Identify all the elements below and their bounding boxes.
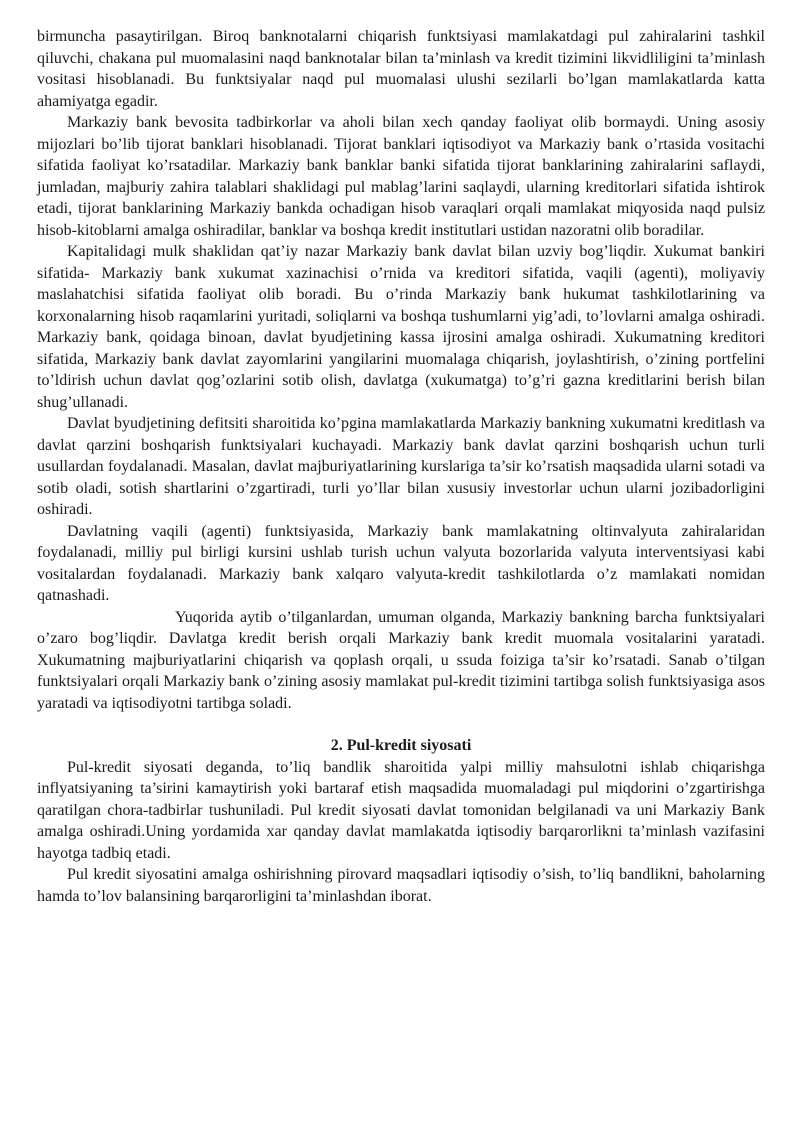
paragraph-clients: Markaziy bank bevosita tadbirkorlar va aholi bilan xech qanday faoliyat olib bormaydi. Uning asosiy mijozlari bo’lib tijorat banklari hisoblanadi. Tijorat banklari iqtisodiyot va Markaziy bank o’rtasida vositachi sifatida faoliyat ko’rsatadilar. Markaziy bank banklar banki sifatida tijorat banklarining zahiralarini saflaydi, jumladan, majburiy zahira talablari shaklidagi pul mablag’larini saqlaydi, ularning kreditorlari sifatida ishtirok etadi, tijorat banklarining Markaziy bankda ochadigan hisob varaqlari orqali mamlakat miqyosida naqd pulsiz hisob-kitoblarni amalga oshiradilar, banklar va boshqa kredit institutlari ustidan nazoratni olib boradilar. bbox=[37, 114, 765, 239]
paragraph-budget-deficit: Davlat byudjetining defitsiti sharoitida ko’pgina mamlakatlarda Markaziy bankning xukumatni kreditlash va davlat qarzini boshqarish funktsiyalari kuchayadi. Markaziy bank davlat qarzini boshqarish uchun turli usullardan foydalanadi. Masalan, davlat majburiyatlarining kurslariga ta’sir ko’rsatish maqsadida ularni sotadi va sotib oladi, sotish shartlarini o’zgartiradi, turli yo’llar bilan xususiy investorlar uchun ularni jozibadorligini oshiradi. bbox=[37, 415, 765, 518]
paragraph-policy-definition: Pul-kredit siyosati deganda, to’liq bandlik sharoitida yalpi milliy mahsulotni ishlab chiqarishga inflyatsiyaning ta’sirini kamaytirish yoki bartaraf etish maqsadida muomaladagi pul miqdorini o’zgartirishga qaratilgan chora-tadbirlar tushuniladi. Pul kredit siyosati davlat tomonidan belgilanadi va uni Markaziy Bank amalga oshiradi.Uning yordamida xar qanday davlat mamlakatda iqtisodiy barqarorlikni ta’minlash vazifasini hayotga tadbiq etadi. bbox=[37, 758, 765, 862]
paragraph-government-bank: Kapitalidagi mulk shaklidan qat’iy nazar Markaziy bank davlat bilan uzviy bog’liqdir. Xukumat bankiri sifatida- Markaziy bank xukumat xazinachisi o’rnida va kreditori sifatida, vaqili (agenti), moliyaviy maslahatchisi sifatida faoliyat olib boradi. Bu o’rinda Markaziy bank hukumat tashkilotlarining va korxonalarning hisob raqamlarini yuritadi, soliqlarni va boshqa tushumlarni yig’adi, to’lovlarni amalga oshiradi. Markaziy bank, qoidaga binoan, davlat byudjetining kassa ijrosini amalga oshiradi. Xukumatning kreditori sifatida, Markaziy bank davlat zayomlarini yangilarini muomalaga chiqarish, joylashtirish, o’zining portfelini to’ldirish uchun davlat qog’ozlarini sotib olish, davlatga (xukumatga) to’g’ri gazna kreditlarini berish bilan shug’ullanadi. bbox=[37, 243, 765, 411]
paragraph-policy-goals: Pul kredit siyosatini amalga oshirishning pirovard maqsadlari iqtisodiy o’sish, to’liq bandlikni, baholarning hamda to’lov balansining barqarorligini ta’minlashdan iborat. bbox=[37, 866, 765, 905]
paragraph-agent-function: Davlatning vaqili (agenti) funktsiyasida, Markaziy bank mamlakatning oltinvalyuta zahiralaridan foydalanadi, milliy pul birligi kursini ushlab turish uchun valyuta bozorlarida valyuta interventsiyasi kabi vositalardan foydalanadi. Markaziy bank xalqaro valyuta-kredit tashkilotlarda o’z mamlakati nomidan qatnashadi. bbox=[37, 522, 765, 604]
section-heading: 2. Pul-kredit siyosati bbox=[330, 737, 472, 754]
paragraph-continued: birmuncha pasaytirilgan. Biroq banknotalarni chiqarish funktsiyasi mamlakatdagi pul zahiralarini tashkil qiluvchi, chakana pul muomalasini naqd banknotalar bilan ta’minlash va kredit tizimini likvidliligini ta’minlash vositasi hisoblanadi. Bu funktsiyalar naqd pul muomalasi ulushi sezilarli bo’lgan mamlakatlarda katta ahamiyatga egadir. bbox=[37, 28, 765, 110]
paragraph-summary: Yuqorida aytib o’tilganlardan, umuman olganda, Markaziy bankning barcha funktsiyalari o’zaro bog’liqdir. Davlatga kredit berish orqali Markaziy bank kredit muomala vositalarini yaratadi. Xukumatning majburiyatlarini chiqarish va qoplash orqali, u ssuda foiziga ta’sir ko’rsatadi. Sanab o’tilgan funktsiyalari orqali Markaziy bank o’zining asosiy mamlakat pul-kredit tizimini tartibga solish funktsiyasiga asos yaratadi va iqtisodiyotni tartibga soladi. bbox=[37, 608, 765, 712]
document-page bbox=[37, 26, 765, 907]
